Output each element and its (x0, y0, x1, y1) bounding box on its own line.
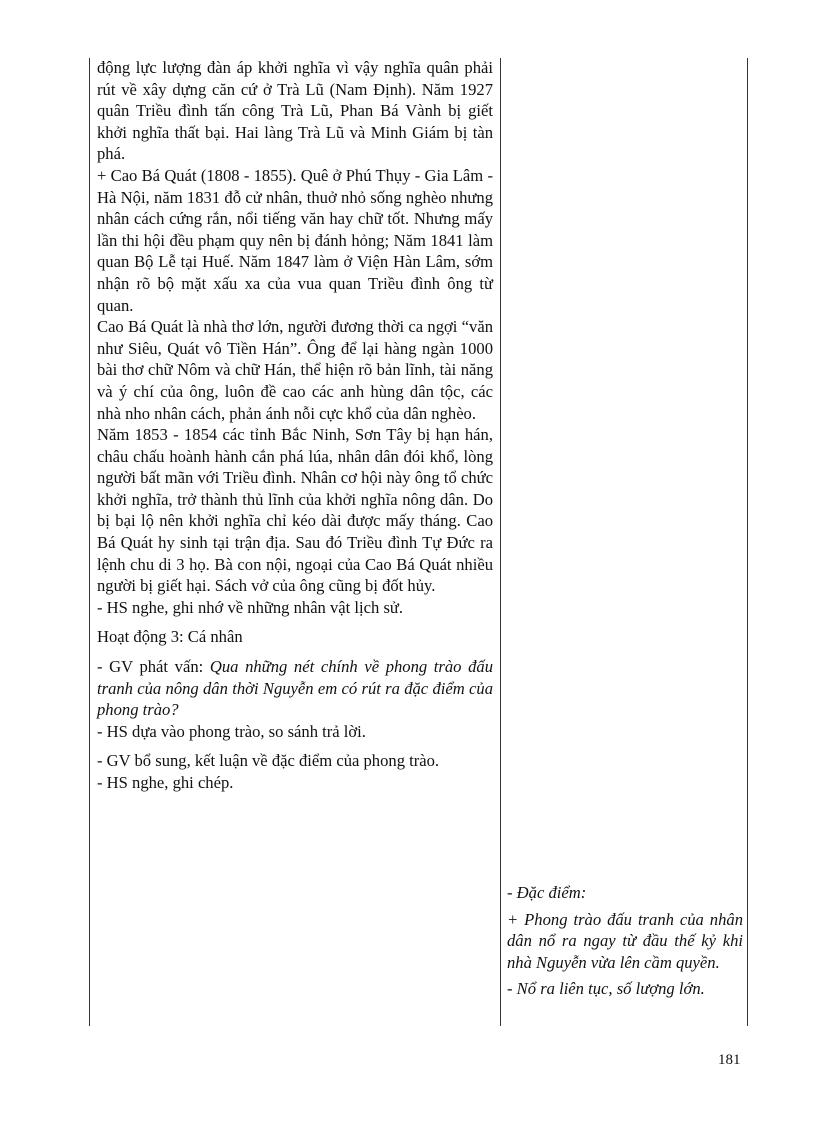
paragraph-gv-question (97, 656, 493, 721)
table-border-middle (500, 58, 501, 1026)
paragraph-gv-conclude: - GV bổ sung, kết luận về đặc điểm của phong trào. (97, 751, 440, 771)
paragraph-uprising: Năm 1853 - 1854 các tỉnh Bắc Ninh, Sơn Tây bị hạn hán, châu chấu hoành hành cắn phá lúa, nhân dân đói khổ, lòng người bất mãn với Triều đình. Nhân cơ hội này ông tổ chức khởi nghĩa, trở thành thủ lĩnh của khởi nghĩa nông dân. Do bị bại lộ nên khởi nghĩa chỉ kéo dài được mấy tháng. Cao Bá Quát hy sinh tại trận địa. Sau đó Triều đình Tự Đức ra lệnh chu di 3 họ. Bà con nội, ngoại của Cao Bá Quát nhiều người bị giết hại. Sách vở của ông cũng bị đốt hủy. (97, 425, 493, 596)
characteristics-heading: - Đặc điểm: (507, 883, 587, 902)
gv-question-prefix: - GV phát vấn: (97, 657, 210, 677)
paragraph-cao-ba-quat-poet: Cao Bá Quát là nhà thơ lớn, người đương thời ca ngợi “văn như Siêu, Quát vô Tiền Hán”. Ông để lại hàng ngàn 1000 bài thơ chữ Nôm và chữ Hán, thể hiện rõ bản lĩnh, tài năng và ý chí của ông, luôn đề cao các anh hùng dân tộc, các nhà nho nhân cách, phản ánh nỗi cực khổ của dân nghèo. (97, 317, 493, 423)
activity-column (97, 57, 493, 794)
characteristic-1: + Phong trào đấu tranh của nhân dân nổ ra ngay từ đầu thế kỷ khi nhà Nguyễn vừa lên cầm quyền. (507, 909, 743, 972)
paragraph-cao-ba-quat-bio: + Cao Bá Quát (1808 - 1855). Quê ở Phú Thụy - Gia Lâm - Hà Nội, năm 1831 đỗ cử nhân, thuở nhỏ sống nghèo nhưng nhân cách cứng rắn, nổi tiếng văn hay chữ tốt. Nhưng mấy lần thi hội đều phạm quy nên bị đánh hỏng; Năm 1841 làm quan Bộ Lễ tại Huế. Năm 1847 làm ở Viện Hàn Lâm, sớm nhận rõ bộ mặt xấu xa của vua quan Triều đình ông từ quan. (97, 165, 493, 315)
gv-question-text: Qua những nét chính về phong trào đấu tranh của nông dân thời Nguyễn em có rút ra đặc điểm của phong trào? (97, 657, 493, 720)
table-border-left (89, 58, 90, 1026)
paragraph-hs-notes: - HS nghe, ghi chép. (97, 773, 234, 792)
characteristic-2: - Nổ ra liên tục, số lượng lớn. (507, 979, 705, 999)
paragraph-hs-listen: - HS nghe, ghi nhớ về những nhân vật lịch sử. (97, 597, 404, 617)
page-number: 181 (718, 1052, 741, 1068)
activity-heading: Hoạt động 3: Cá nhân (97, 627, 243, 647)
content-column (507, 882, 743, 1005)
paragraph-tra-lu: động lực lượng đàn áp khởi nghĩa vì vậy nghĩa quân phải rút về xây dựng căn cứ ở Trà Lũ (Nam Định). Năm 1927 quân Triều đình tấn công Trà Lũ, Phan Bá Vành bị giết khởi nghĩa thất bại. Hai làng Trà Lũ và Minh Giám bị tàn phá. (97, 58, 493, 164)
table-border-right (747, 58, 748, 1026)
paragraph-hs-answer: - HS dựa vào phong trào, so sánh trả lời. (97, 721, 366, 741)
